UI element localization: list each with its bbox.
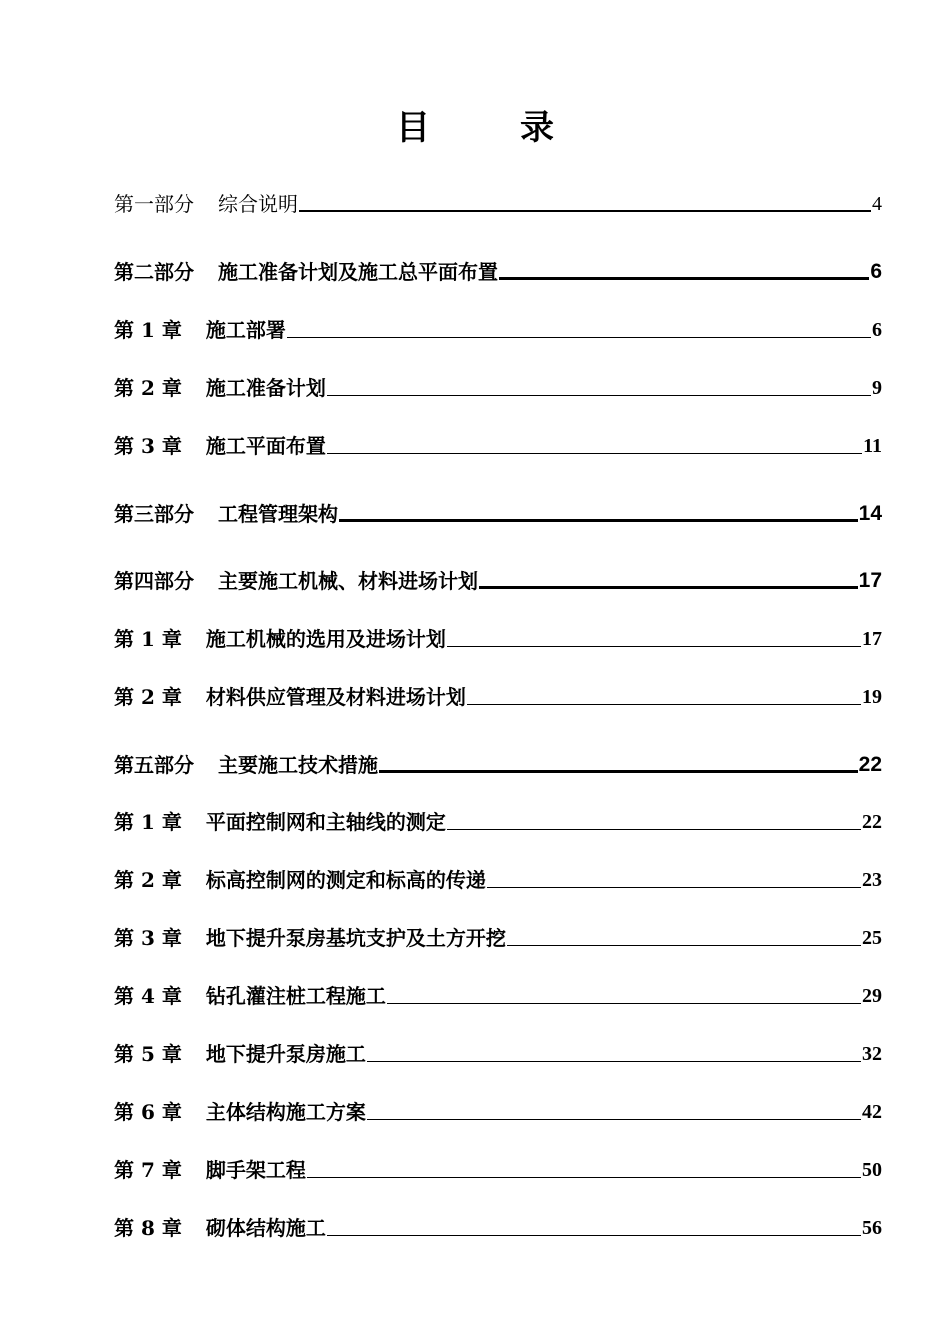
- toc-entry-title: 脚手架工程: [205, 1158, 306, 1182]
- toc-leader-line: [327, 394, 871, 396]
- toc-entry-title: 砌体结构施工: [205, 1216, 326, 1240]
- toc-leader-line: [447, 828, 861, 830]
- toc-entry-number: 第 6 章: [114, 1100, 182, 1124]
- toc-entry-number: 第 7 章: [114, 1158, 182, 1182]
- toc-entry-page: 14: [858, 502, 882, 525]
- toc-leader-line: [467, 703, 861, 705]
- toc-entry-page: 17: [858, 569, 882, 592]
- toc-leader-line: [327, 1234, 861, 1236]
- toc-entry-number: 第 2 章: [114, 376, 182, 400]
- toc-entry[interactable]: [114, 252, 882, 284]
- toc-entry-number: 第一部分: [114, 192, 194, 216]
- toc-entry-title: 标高控制网的测定和标高的传递: [205, 868, 486, 892]
- toc-entry-page: 9: [872, 377, 882, 399]
- toc-leader-line: [447, 645, 861, 647]
- toc-entry-title: 平面控制网和主轴线的测定: [205, 810, 446, 834]
- toc-leader-line: [339, 518, 858, 522]
- toc-entry[interactable]: [114, 745, 882, 777]
- toc-leader-line: [487, 886, 861, 888]
- toc-leader-line: [327, 452, 862, 454]
- toc-entry-title: 钻孔灌注桩工程施工: [205, 984, 386, 1008]
- toc-entry-page: 22: [858, 753, 882, 776]
- toc-entry-page: 4: [872, 193, 882, 215]
- toc-entry-page: 23: [862, 869, 882, 891]
- toc-entry-number: 第 8 章: [114, 1216, 182, 1240]
- toc-entry-title: 地下提升泵房施工: [205, 1042, 366, 1066]
- toc-entry-title: 施工准备计划及施工总平面布置: [218, 260, 498, 284]
- toc-entry-number: 第二部分: [114, 260, 194, 284]
- toc-entry-page: 42: [862, 1101, 882, 1123]
- toc-entry[interactable]: [114, 561, 882, 593]
- toc-entry[interactable]: [114, 918, 882, 950]
- toc-entry-number: 第 3 章: [114, 926, 182, 950]
- toc-leader-line: [479, 585, 858, 589]
- toc-entry-title: 施工准备计划: [205, 376, 326, 400]
- toc-entry-page: 29: [862, 985, 882, 1007]
- toc-entry-number: 第 1 章: [114, 318, 182, 342]
- toc-entry-title: 主体结构施工方案: [205, 1100, 366, 1124]
- toc-entry-page: 17: [862, 628, 882, 650]
- toc-entry-page: 22: [862, 811, 882, 833]
- toc-entry-title: 工程管理架构: [218, 502, 338, 526]
- toc-entry[interactable]: [114, 310, 882, 342]
- toc-entry-page: 32: [862, 1043, 882, 1065]
- toc-entry-page: 6: [872, 319, 882, 341]
- toc-leader-line: [367, 1118, 861, 1120]
- toc-leader-line: [387, 1002, 861, 1004]
- toc-entry[interactable]: [114, 976, 882, 1008]
- toc-entry-title: 主要施工技术措施: [218, 753, 378, 777]
- toc-entry-page: 50: [862, 1159, 882, 1181]
- toc-entry-page: 11: [863, 435, 882, 457]
- toc-entry-page: 56: [862, 1217, 882, 1239]
- toc-entry[interactable]: [114, 494, 882, 526]
- toc-entry[interactable]: [114, 368, 882, 400]
- toc-entry[interactable]: [114, 677, 882, 709]
- toc-entry-number: 第 4 章: [114, 984, 182, 1008]
- toc-leader-line: [367, 1060, 861, 1062]
- toc-leader-line: [299, 209, 871, 212]
- toc-entry-title: 主要施工机械、材料进场计划: [218, 569, 478, 593]
- toc-leader-line: [379, 769, 858, 773]
- toc-entry-number: 第 1 章: [114, 810, 182, 834]
- toc-entry-number: 第 5 章: [114, 1042, 182, 1066]
- toc-entry-page: 6: [870, 260, 882, 283]
- toc-entry-number: 第 2 章: [114, 868, 182, 892]
- toc-leader-line: [287, 336, 871, 338]
- toc-entry[interactable]: [114, 1208, 882, 1240]
- toc-entry-title: 施工机械的选用及进场计划: [205, 627, 446, 651]
- toc-entry-title: 综合说明: [218, 192, 298, 216]
- toc-entry[interactable]: [114, 184, 882, 216]
- toc-entry-number: 第三部分: [114, 502, 194, 526]
- toc-entry-number: 第 3 章: [114, 434, 182, 458]
- toc-leader-line: [307, 1176, 861, 1178]
- toc-entry[interactable]: [114, 1150, 882, 1182]
- toc-entry[interactable]: [114, 1092, 882, 1124]
- toc-entry[interactable]: [114, 860, 882, 892]
- toc-entry-number: 第五部分: [114, 753, 194, 777]
- toc-entry-title: 地下提升泵房基坑支护及土方开挖: [205, 926, 506, 950]
- toc-entry[interactable]: [114, 1034, 882, 1066]
- toc-entry[interactable]: [114, 426, 882, 458]
- page-title: 目 录: [396, 108, 582, 148]
- toc-entry-number: 第 1 章: [114, 627, 182, 651]
- toc-entry-number: 第四部分: [114, 569, 194, 593]
- toc-entry-title: 施工部署: [205, 318, 286, 342]
- toc-entry-title: 施工平面布置: [205, 434, 326, 458]
- toc-entry-title: 材料供应管理及材料进场计划: [205, 685, 466, 709]
- toc-entry[interactable]: [114, 619, 882, 651]
- toc-entry-page: 25: [862, 927, 882, 949]
- toc-entry-number: 第 2 章: [114, 685, 182, 709]
- toc-leader-line: [507, 944, 861, 946]
- toc-entry[interactable]: [114, 802, 882, 834]
- toc-leader-line: [499, 276, 869, 280]
- toc-entry-page: 19: [862, 686, 882, 708]
